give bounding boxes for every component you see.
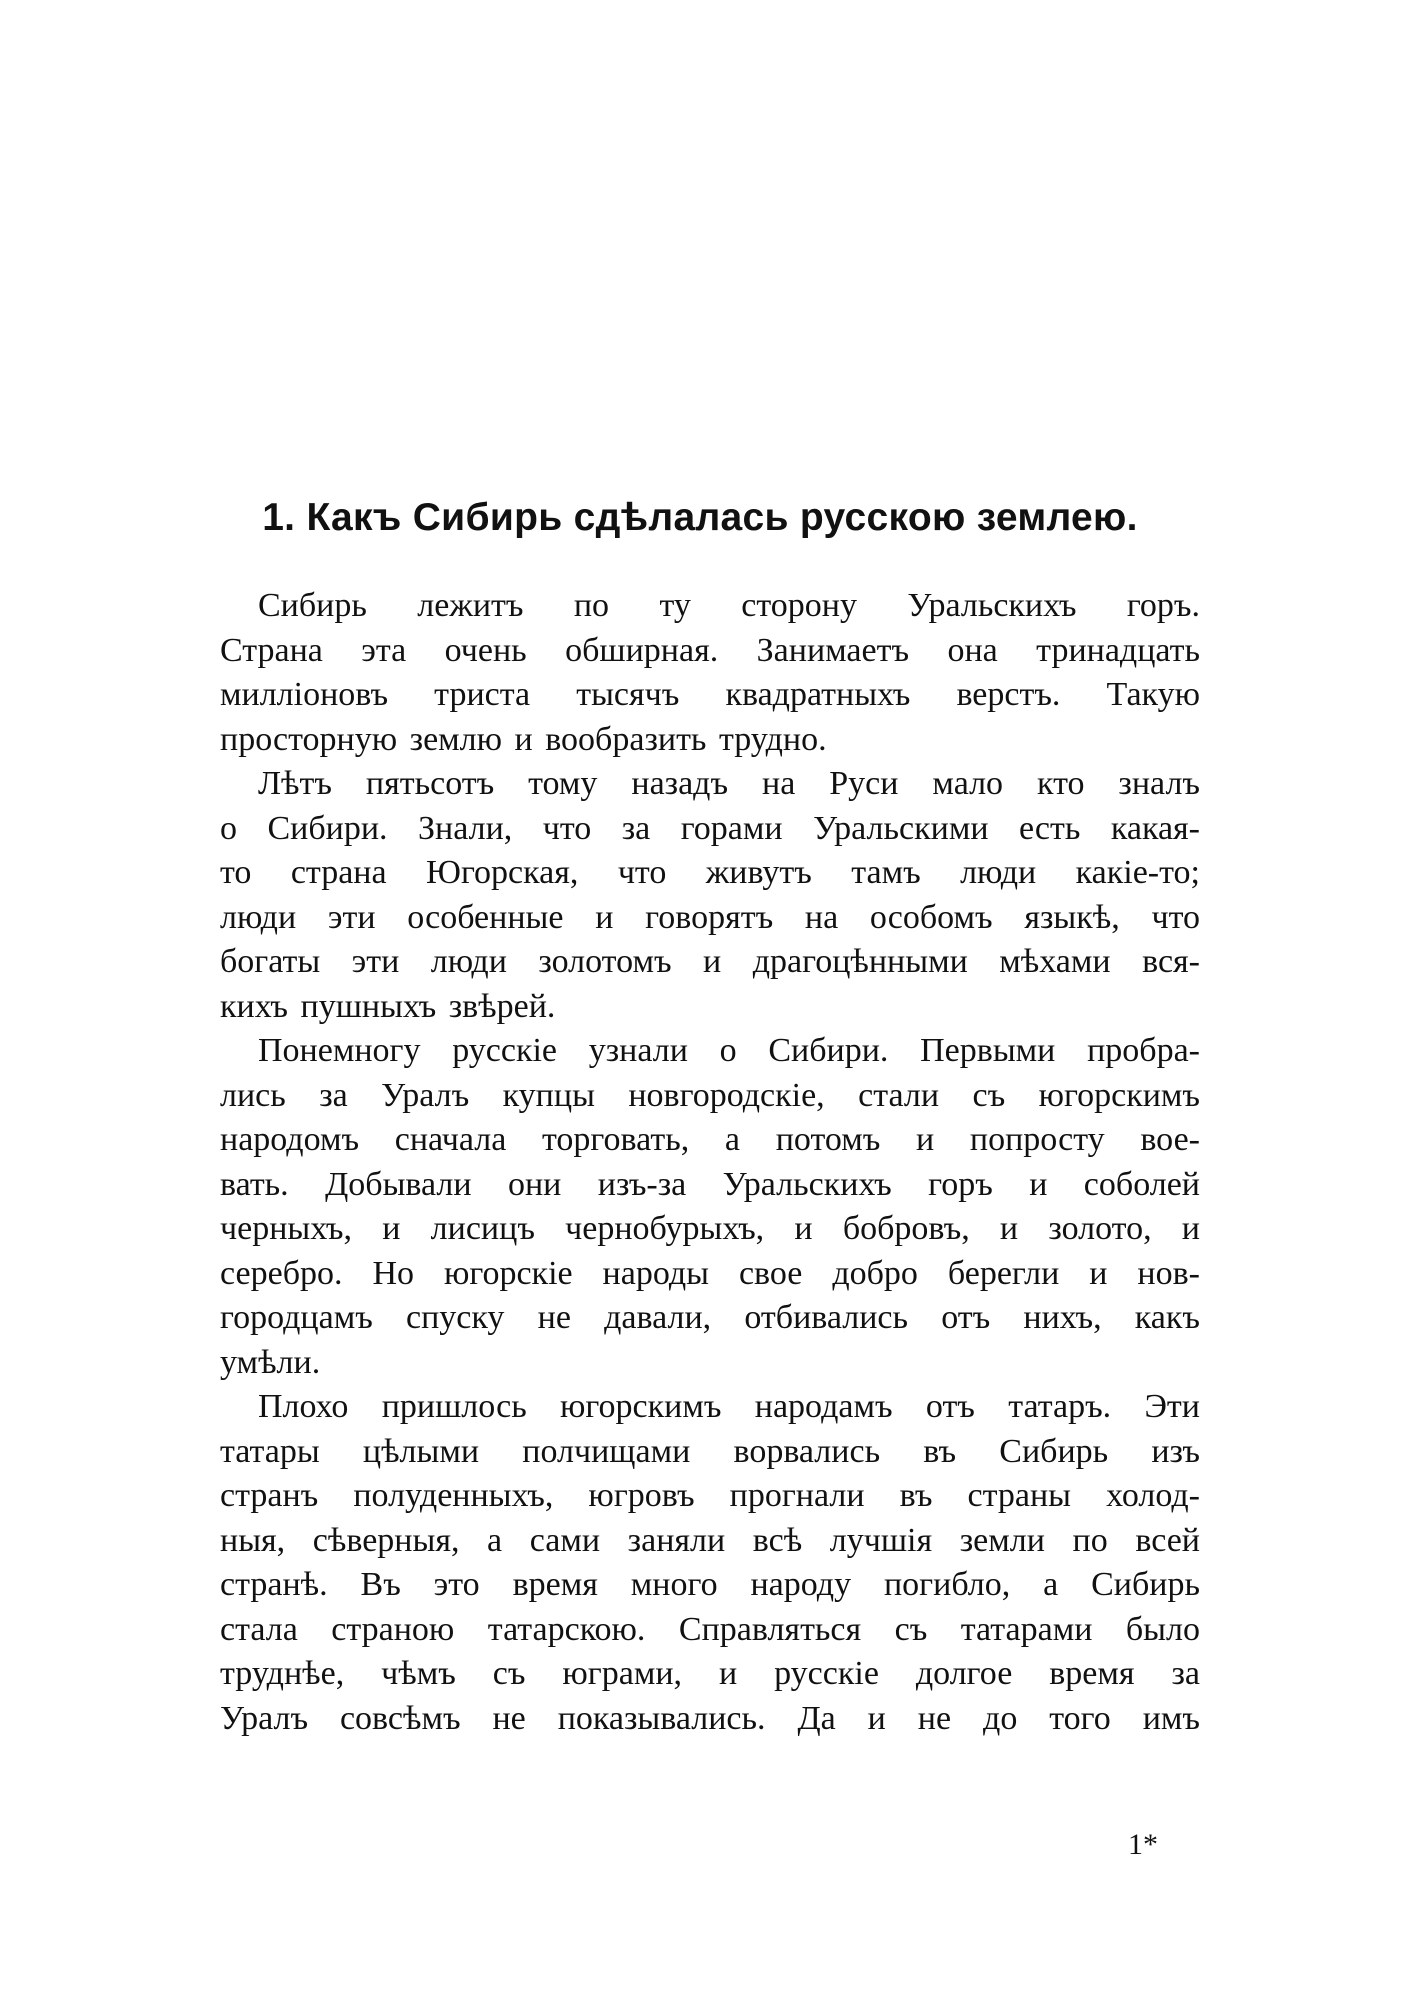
text-line: милліоновъ триста тысячъ квадратныхъ верстъ. Такую bbox=[220, 676, 1200, 713]
text-line: труднѣе, чѣмъ съ юграми, и русскіе долгое время за bbox=[220, 1655, 1200, 1692]
text-line: то страна Югорская, что живутъ тамъ люди какіе-то; bbox=[220, 854, 1200, 891]
chapter-title: 1. Какъ Сибирь сдѣлалась русскою землею. bbox=[262, 496, 1138, 539]
text-line: богаты эти люди золотомъ и драгоцѣнными мѣхами вся- bbox=[220, 943, 1200, 980]
text-line: серебро. Но югорскіе народы свое добро берегли и нов- bbox=[220, 1254, 1200, 1292]
text-line: Уралъ совсѣмъ не показывались. Да и не до того имъ bbox=[220, 1699, 1200, 1737]
text-line: Плохо пришлось югорскимъ народамъ отъ татаръ. Эти bbox=[258, 1388, 1200, 1425]
text-line: черныхъ, и лисицъ чернобурыхъ, и бобровъ, и золото, и bbox=[220, 1210, 1200, 1247]
text-line: татары цѣлыми полчищами ворвались въ Сибирь изъ bbox=[220, 1432, 1200, 1470]
text-line: люди эти особенные и говорятъ на особомъ языкѣ, что bbox=[220, 898, 1200, 936]
text-line: Сибирь лежитъ по ту сторону Уральскихъ горъ. bbox=[258, 587, 1200, 624]
text-line: Страна эта очень обширная. Занимаетъ она тринадцать bbox=[220, 631, 1200, 669]
text-line: ныя, сѣверныя, а сами заняли всѣ лучшія земли по всей bbox=[220, 1521, 1200, 1559]
text-line: городцамъ спуску не давали, отбивались отъ нихъ, какъ bbox=[220, 1299, 1200, 1336]
text-line: странѣ. Въ это время много народу погибло, а Сибирь bbox=[220, 1566, 1200, 1603]
text-line: Лѣтъ пятьсотъ тому назадъ на Руси мало кто зналъ bbox=[258, 765, 1200, 802]
text-line: лись за Уралъ купцы новгородскіе, стали съ югорскимъ bbox=[220, 1076, 1200, 1114]
text-line: стала страною татарскою. Справляться съ татарами было bbox=[220, 1610, 1200, 1648]
text-line: о Сибири. Знали, что за горами Уральскими есть какая- bbox=[220, 809, 1200, 847]
text-line: кихъ пушныхъ звѣрей. bbox=[220, 987, 556, 1025]
text-line: вать. Добывали они изъ-за Уральскихъ горъ и соболей bbox=[220, 1165, 1200, 1203]
text-line: умѣли. bbox=[220, 1343, 321, 1381]
page-number: 1* bbox=[1128, 1828, 1158, 1861]
text-line: странъ полуденныхъ, югровъ прогнали въ страны холод- bbox=[220, 1477, 1200, 1514]
text-line: Понемногу русскіе узнали о Сибири. Первыми пробра- bbox=[258, 1032, 1200, 1069]
body-text bbox=[220, 584, 1200, 1741]
text-line: народомъ сначала торговать, а потомъ и попросту вое- bbox=[220, 1121, 1200, 1158]
text-line: просторную землю и вообразить трудно. bbox=[220, 720, 827, 758]
